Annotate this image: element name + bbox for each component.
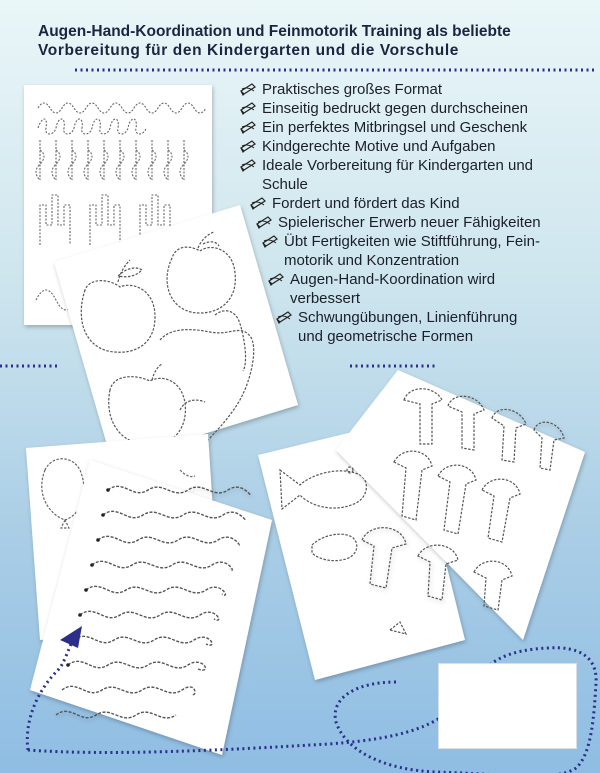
- feature-text: Übt Fertigkeiten wie Stiftführung, Fein-: [284, 233, 540, 250]
- feature-item: [250, 194, 590, 213]
- feature-text-continued: verbessert: [290, 290, 361, 307]
- feature-text: Schwungübungen, Linienführung: [298, 309, 518, 326]
- feature-text: Spielerischer Erwerb neuer Fähigkeiten: [278, 214, 541, 231]
- pencil-icon: [256, 215, 273, 229]
- feature-item: [240, 137, 590, 156]
- feature-item: [240, 156, 590, 194]
- title-line-2: Vorbereitung für den Kindergarten und die Vorschule: [38, 42, 460, 59]
- pencil-icon: [240, 139, 257, 153]
- feature-text: Praktisches großes Format: [262, 81, 443, 98]
- feature-item: [256, 213, 590, 232]
- feature-item: [268, 270, 590, 308]
- label-box: [438, 663, 577, 749]
- feature-text: Einseitig bedruckt gegen durchscheinen: [262, 100, 529, 117]
- feature-text: Ideale Vorbereitung für Kindergarten und: [262, 157, 534, 174]
- feature-text-continued: Schule: [262, 176, 308, 193]
- pencil-icon: [240, 101, 257, 115]
- pencil-icon: [240, 158, 257, 172]
- pencil-icon: [240, 82, 257, 96]
- feature-item: [262, 232, 590, 270]
- feature-item: [276, 308, 590, 346]
- title-line-1: Augen-Hand-Koordination und Feinmotorik Training als beliebte: [38, 23, 511, 40]
- feature-text: Kindgerechte Motive und Aufgaben: [262, 138, 496, 155]
- pencil-icon: [262, 234, 279, 248]
- feature-text: Augen-Hand-Koordination wird: [290, 271, 496, 288]
- pencil-icon: [240, 120, 257, 134]
- pencil-icon: [268, 272, 285, 286]
- feature-text: Fordert und fördert das Kind: [272, 195, 460, 212]
- feature-text-continued: motorik und Konzentration: [284, 252, 460, 269]
- pencil-icon: [276, 310, 293, 324]
- feature-list: [240, 80, 590, 346]
- feature-text-continued: und geometrische Formen: [298, 328, 474, 345]
- feature-text: Ein perfektes Mitbringsel und Geschenk: [262, 119, 528, 136]
- pencil-icon: [250, 196, 267, 210]
- feature-item: [240, 99, 590, 118]
- feature-item: [240, 118, 590, 137]
- feature-item: [240, 80, 590, 99]
